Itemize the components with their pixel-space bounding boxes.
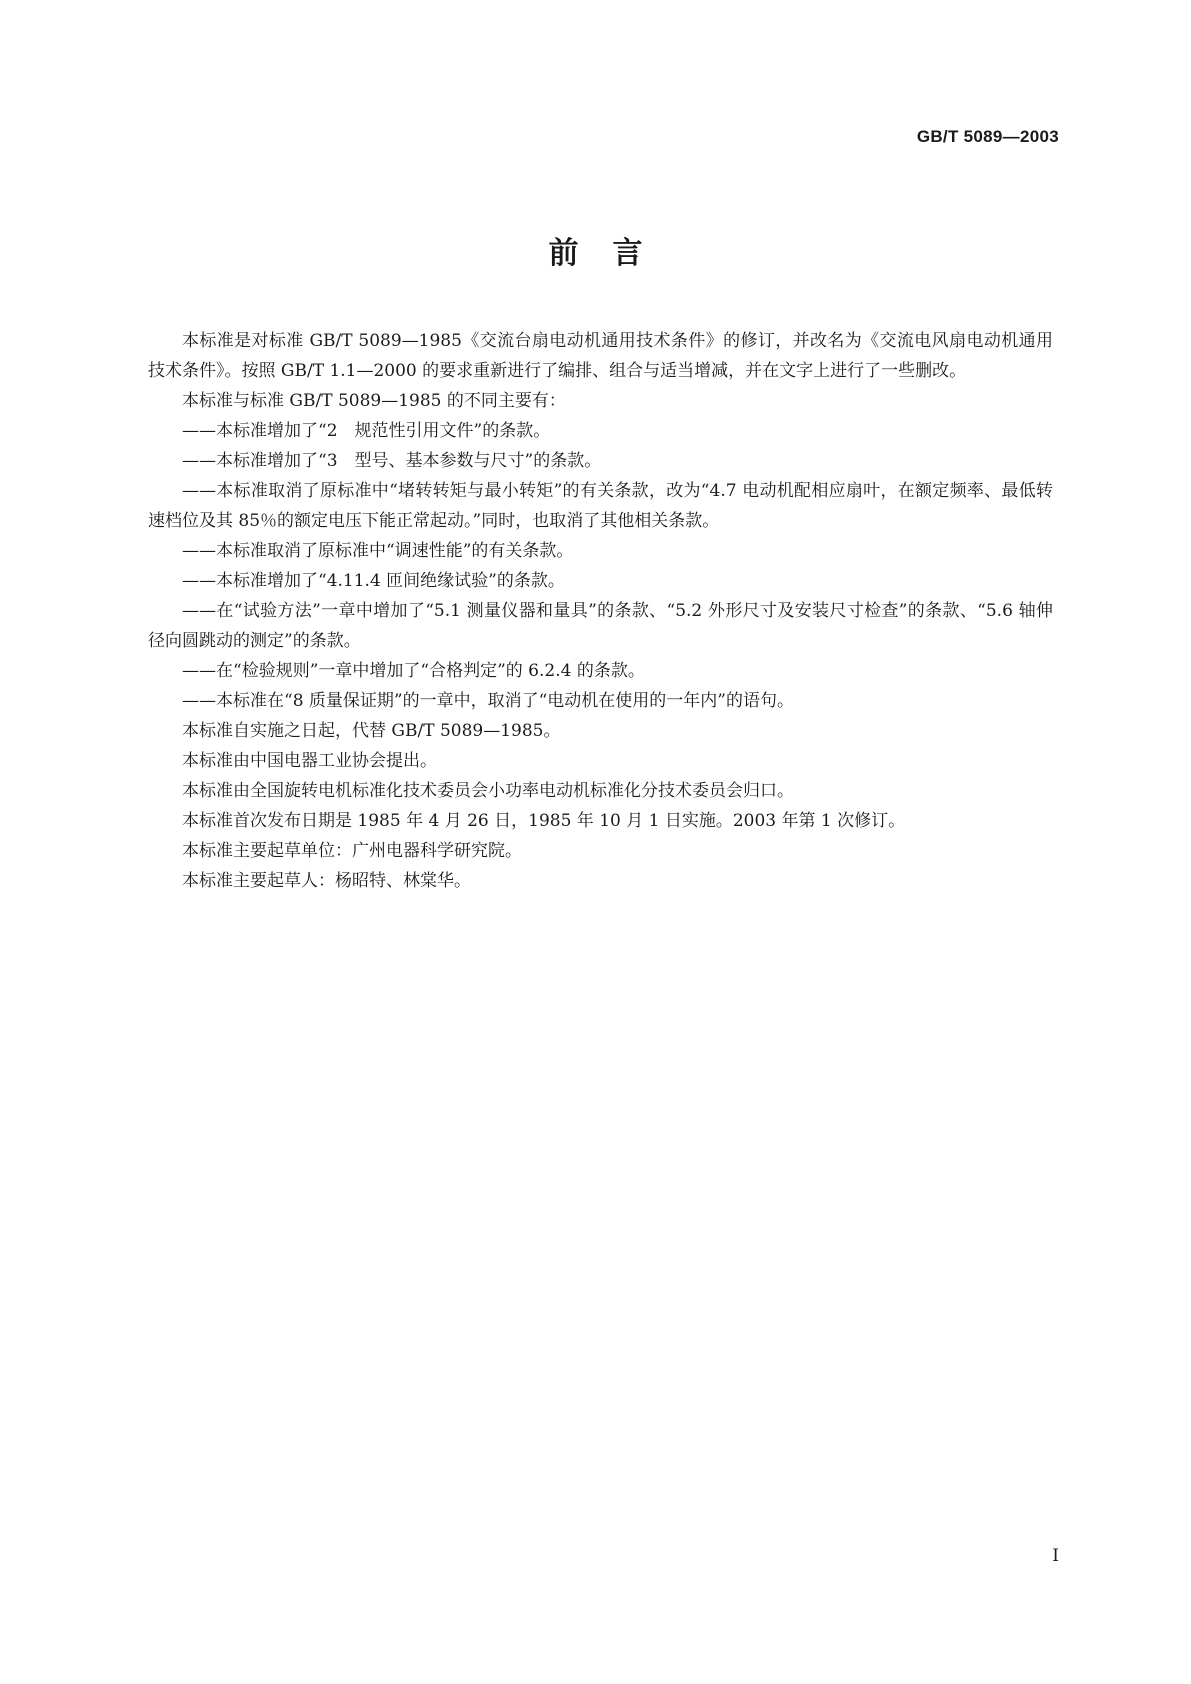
list-item: ——在“检验规则”一章中增加了“合格判定”的 6.2.4 的条款。: [182, 661, 645, 681]
paragraph: 本标准由全国旋转电机标准化技术委员会小功率电动机标准化分技术委员会归口。: [182, 781, 794, 801]
list-item: ——本标准增加了“3 型号、基本参数与尺寸”的条款。: [182, 451, 602, 471]
paragraph: 本标准与标准 GB/T 5089—1985 的不同主要有：: [182, 391, 566, 411]
list-item: ——在“试验方法”一章中增加了“5.1 测量仪器和量具”的条款、“5.2 外形尺寸及安装尺寸检查”的条款、“5.6 轴伸径向圆跳动的测定”的条款。: [148, 601, 1053, 651]
list-item: ——本标准增加了“4.11.4 匝间绝缘试验”的条款。: [182, 571, 565, 591]
foreword-body: [148, 326, 1053, 896]
paragraph: 本标准由中国电器工业协会提出。: [182, 751, 437, 771]
list-item: ——本标准在“8 质量保证期”的一章中，取消了“电动机在使用的一年内”的语句。: [182, 691, 794, 711]
paragraph: 本标准首次发布日期是 1985 年 4 月 26 日，1985 年 10 月 1 日实施。2003 年第 1 次修订。: [182, 811, 906, 831]
paragraph: 本标准主要起草单位：广州电器科学研究院。: [182, 841, 522, 861]
paragraph: 本标准是对标准 GB/T 5089—1985《交流台扇电动机通用技术条件》的修订，并改名为《交流电风扇电动机通用技术条件》。按照 GB/T 1.1—2000 的要求重新进行了编排、组合与适当增减，并在文字上进行了一些删改。: [148, 331, 1053, 381]
paragraph: 本标准主要起草人：杨昭特、林棠华。: [182, 871, 471, 891]
document-code: GB/T 5089—2003: [916, 127, 1059, 146]
page-number: I: [1052, 1546, 1059, 1566]
page-title: 前言: [548, 236, 677, 271]
paragraph: 本标准自实施之日起，代替 GB/T 5089—1985。: [182, 721, 561, 741]
list-item: ——本标准取消了原标准中“堵转转矩与最小转矩”的有关条款，改为“4.7 电动机配相应扇叶，在额定频率、最低转速档位及其 85％的额定电压下能正常起动。”同时，也取消了其他相关条款。: [148, 481, 1053, 531]
list-item: ——本标准增加了“2 规范性引用文件”的条款。: [182, 421, 551, 441]
list-item: ——本标准取消了原标准中“调速性能”的有关条款。: [182, 541, 574, 561]
